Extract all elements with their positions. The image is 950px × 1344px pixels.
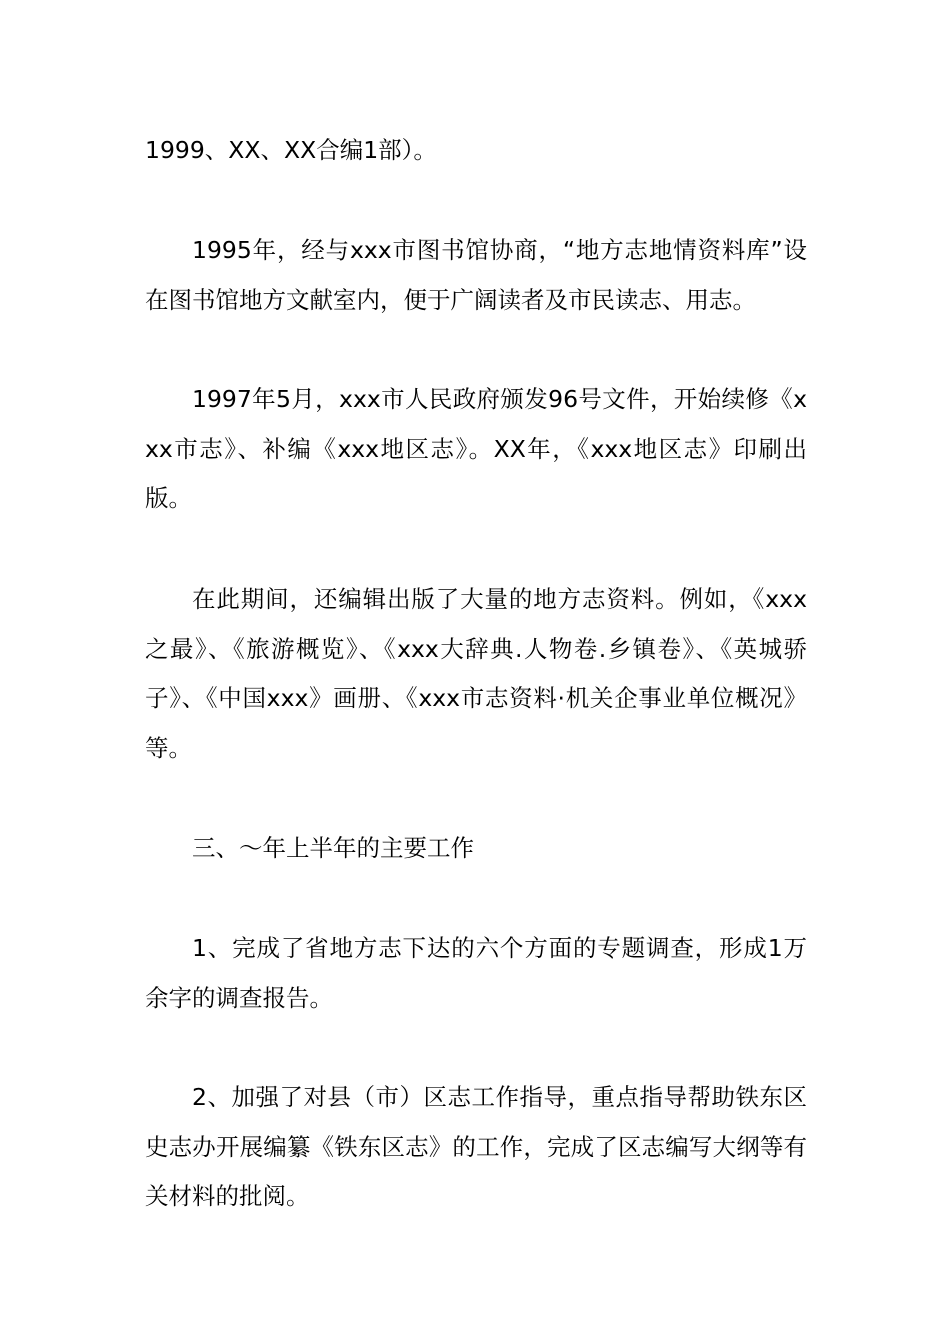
paragraph-1995: 1995年，经与xxx市图书馆协商，“地方志地情资料库”设在图书馆地方文献室内，便于广阔读者及市民读志、用志。 [145,236,807,314]
paragraph-1997: 1997年5月，xxx市人民政府颁发96号文件，开始续修《xxx市志》、补编《xxx地区志》。XX年，《xxx地区志》印刷出版。 [145,385,807,512]
paragraph-item-1: 1、完成了省地方志下达的六个方面的专题调查，形成1万余字的调查报告。 [145,934,807,1012]
paragraph-publications: 在此期间，还编辑出版了大量的地方志资料。例如，《xxx之最》、《旅游概览》、《xxx大辞典.人物卷.乡镇卷》、《英城骄子》、《中国xxx》画册、《xxx市志资料·机关企事业单位概况》等。 [145,585,807,762]
section-heading: 三、～年上半年的主要工作 [192,834,474,862]
paragraph-item-2: 2、加强了对县（市）区志工作指导，重点指导帮助铁东区史志办开展编纂《铁东区志》的工作，完成了区志编写大纲等有关材料的批阅。 [145,1083,807,1210]
paragraph-continuation: 1999、XX、XX合编1部）。 [145,136,437,164]
